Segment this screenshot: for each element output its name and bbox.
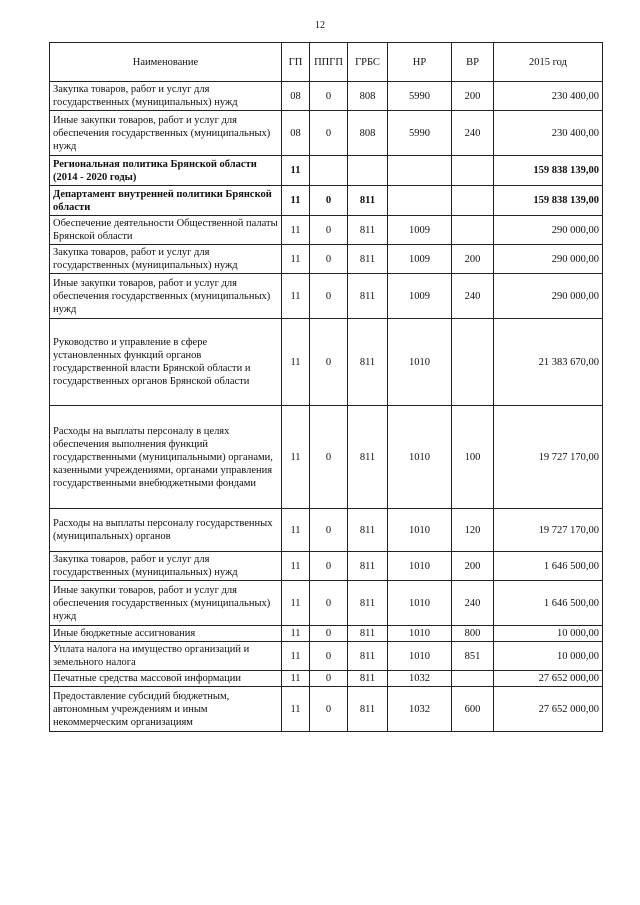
cell-amount: 159 838 139,00 [494,156,603,186]
cell-ppgp: 0 [310,216,348,245]
cell-grbs: 811 [348,186,388,216]
cell-amount: 290 000,00 [494,274,603,319]
cell-grbs: 811 [348,216,388,245]
cell-ppgp: 0 [310,274,348,319]
cell-name: Департамент внутренней политики Брянской области [50,186,282,216]
cell-gp: 11 [282,552,310,581]
cell-grbs: 811 [348,581,388,626]
cell-amount: 27 652 000,00 [494,671,603,687]
cell-name: Иные закупки товаров, работ и услуг для обеспечения государственных (муниципальных) нужд [50,111,282,156]
budget-table [49,42,603,732]
cell-amount: 27 652 000,00 [494,687,603,732]
cell-name: Закупка товаров, работ и услуг для государственных (муниципальных) нужд [50,82,282,111]
cell-name: Закупка товаров, работ и услуг для государственных (муниципальных) нужд [50,552,282,581]
table-row [50,274,603,319]
header-vr: ВР [452,43,494,82]
table-row [50,687,603,732]
cell-ppgp: 0 [310,626,348,642]
cell-amount: 159 838 139,00 [494,186,603,216]
table-row [50,111,603,156]
cell-ppgp: 0 [310,687,348,732]
cell-vr: 100 [452,406,494,509]
cell-vr: 200 [452,82,494,111]
cell-grbs: 811 [348,319,388,406]
table-row [50,245,603,274]
cell-ppgp: 0 [310,552,348,581]
page-number: 12 [315,20,325,31]
header-gp: ГП [282,43,310,82]
cell-amount: 290 000,00 [494,216,603,245]
table-row [50,671,603,687]
cell-amount: 10 000,00 [494,642,603,671]
cell-nr: 1010 [388,642,452,671]
cell-grbs: 808 [348,111,388,156]
cell-ppgp: 0 [310,82,348,111]
cell-gp: 11 [282,156,310,186]
header-year-2015: 2015 год [494,43,603,82]
cell-nr: 1009 [388,274,452,319]
cell-nr: 1010 [388,581,452,626]
cell-nr: 1010 [388,626,452,642]
cell-grbs: 811 [348,671,388,687]
cell-grbs: 811 [348,509,388,552]
cell-grbs: 811 [348,626,388,642]
table-row [50,186,603,216]
cell-ppgp: 0 [310,509,348,552]
cell-grbs: 811 [348,642,388,671]
table-row [50,406,603,509]
cell-nr [388,186,452,216]
cell-ppgp: 0 [310,671,348,687]
cell-nr: 1009 [388,216,452,245]
cell-name: Уплата налога на имущество организаций и земельного налога [50,642,282,671]
cell-vr [452,216,494,245]
table-header-row [50,43,603,82]
header-ppgp: ППГП [310,43,348,82]
cell-grbs: 808 [348,82,388,111]
cell-vr: 240 [452,111,494,156]
cell-gp: 08 [282,111,310,156]
cell-gp: 11 [282,671,310,687]
cell-gp: 11 [282,216,310,245]
cell-name: Иные бюджетные ассигнования [50,626,282,642]
cell-gp: 11 [282,406,310,509]
cell-ppgp: 0 [310,406,348,509]
cell-gp: 11 [282,626,310,642]
cell-amount: 230 400,00 [494,111,603,156]
cell-name: Обеспечение деятельности Общественной палаты Брянской области [50,216,282,245]
cell-amount: 1 646 500,00 [494,581,603,626]
table-row [50,552,603,581]
header-name: Наименование [50,43,282,82]
cell-name: Закупка товаров, работ и услуг для государственных (муниципальных) нужд [50,245,282,274]
table-row [50,626,603,642]
table-row [50,216,603,245]
cell-amount: 290 000,00 [494,245,603,274]
cell-gp: 11 [282,687,310,732]
cell-name: Региональная политика Брянской области (2014 - 2020 годы) [50,156,282,186]
cell-gp: 11 [282,642,310,671]
cell-nr: 1032 [388,687,452,732]
cell-nr: 1009 [388,245,452,274]
cell-ppgp: 0 [310,186,348,216]
cell-vr [452,319,494,406]
cell-ppgp: 0 [310,581,348,626]
cell-name: Печатные средства массовой информации [50,671,282,687]
table-row [50,509,603,552]
cell-amount: 19 727 170,00 [494,509,603,552]
cell-nr [388,156,452,186]
cell-name: Предоставление субсидий бюджетным, автономным учреждениям и иным некоммерческим организациям [50,687,282,732]
table-row [50,319,603,406]
cell-ppgp: 0 [310,319,348,406]
cell-nr: 1010 [388,406,452,509]
cell-vr [452,156,494,186]
cell-name: Руководство и управление в сфере установленных функций органов государственной власти Брянской области и государственных органов Брянской области [50,319,282,406]
cell-name: Расходы на выплаты персоналу в целях обеспечения выполнения функций государственными (муниципальными) органами, казенными учреждениями, органами управления государственными внебюджетными фондами [50,406,282,509]
cell-amount: 21 383 670,00 [494,319,603,406]
cell-gp: 11 [282,581,310,626]
cell-vr [452,671,494,687]
cell-gp: 11 [282,274,310,319]
cell-nr: 5990 [388,111,452,156]
cell-amount: 230 400,00 [494,82,603,111]
cell-grbs [348,156,388,186]
cell-grbs: 811 [348,687,388,732]
cell-amount: 1 646 500,00 [494,552,603,581]
cell-grbs: 811 [348,552,388,581]
cell-vr: 240 [452,274,494,319]
cell-amount: 19 727 170,00 [494,406,603,509]
cell-name: Иные закупки товаров, работ и услуг для обеспечения государственных (муниципальных) нужд [50,581,282,626]
cell-ppgp: 0 [310,111,348,156]
table-row [50,82,603,111]
table-row [50,642,603,671]
cell-vr: 800 [452,626,494,642]
cell-amount: 10 000,00 [494,626,603,642]
cell-vr: 120 [452,509,494,552]
cell-gp: 11 [282,319,310,406]
cell-gp: 08 [282,82,310,111]
header-nr: НР [388,43,452,82]
table-body [50,82,603,732]
cell-ppgp [310,156,348,186]
cell-grbs: 811 [348,245,388,274]
cell-nr: 1010 [388,552,452,581]
cell-vr: 240 [452,581,494,626]
cell-nr: 1032 [388,671,452,687]
cell-gp: 11 [282,509,310,552]
cell-name: Иные закупки товаров, работ и услуг для обеспечения государственных (муниципальных) нужд [50,274,282,319]
cell-vr: 200 [452,552,494,581]
cell-nr: 1010 [388,319,452,406]
cell-nr: 1010 [388,509,452,552]
cell-vr: 200 [452,245,494,274]
cell-vr: 600 [452,687,494,732]
cell-ppgp: 0 [310,642,348,671]
header-grbs: ГРБС [348,43,388,82]
cell-grbs: 811 [348,274,388,319]
cell-gp: 11 [282,186,310,216]
table-row [50,581,603,626]
cell-gp: 11 [282,245,310,274]
cell-ppgp: 0 [310,245,348,274]
cell-nr: 5990 [388,82,452,111]
cell-vr: 851 [452,642,494,671]
table-row [50,156,603,186]
cell-name: Расходы на выплаты персоналу государственных (муниципальных) органов [50,509,282,552]
cell-vr [452,186,494,216]
cell-grbs: 811 [348,406,388,509]
